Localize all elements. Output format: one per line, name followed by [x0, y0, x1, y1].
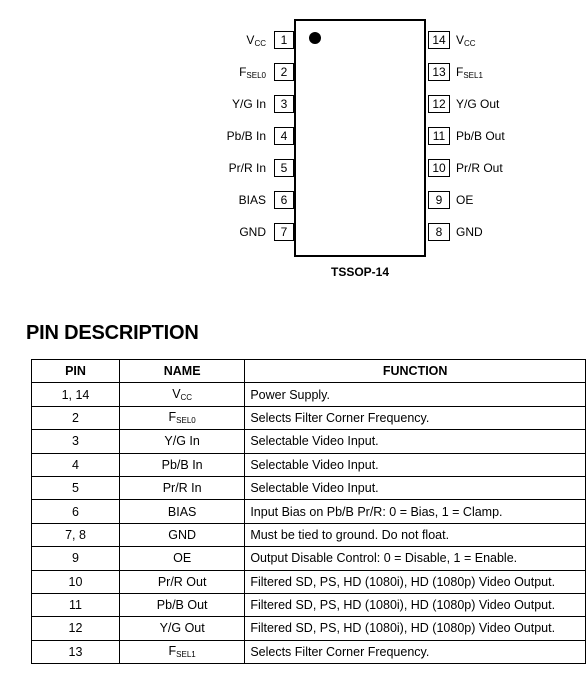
function-cell: Selectable Video Input.: [245, 430, 586, 453]
pin-name: [239, 225, 266, 239]
pin1-marker-dot: [309, 32, 321, 44]
pin-name-main: V: [172, 387, 181, 402]
pin-name-subscript: SEL0: [246, 71, 266, 80]
left-pin-label: [239, 191, 266, 209]
name-cell: [119, 617, 244, 640]
pin-cell: 2: [32, 406, 120, 429]
right-pin-label: [456, 95, 499, 113]
pin-name-main: F: [456, 65, 464, 79]
left-pin-label: [246, 31, 266, 53]
header-pin: PIN: [32, 360, 120, 383]
pin-name: [456, 97, 499, 111]
table-row: [32, 593, 586, 616]
pin-name: [168, 528, 196, 542]
pin-name: [158, 575, 207, 589]
pin-name-subscript: SEL1: [176, 650, 196, 660]
pin-name-main: GND: [239, 225, 266, 239]
pin-name: [169, 410, 196, 424]
function-cell: Filtered SD, PS, HD (1080i), HD (1080p) Video Output.: [245, 570, 586, 593]
function-cell: Output Disable Control: 0 = Disable, 1 = Enable.: [245, 547, 586, 570]
pin-name: [239, 193, 266, 207]
name-cell: [119, 453, 244, 476]
pin-name-main: Pb/B In: [226, 129, 266, 143]
pin-name: [164, 434, 199, 448]
pin-name: [239, 65, 266, 79]
pin-name: [246, 33, 266, 47]
pin-name: [456, 193, 473, 207]
pin-name: [456, 225, 483, 239]
pin-cell: 5: [32, 476, 120, 499]
left-pin-label: [232, 95, 266, 113]
right-pin-number: 12: [428, 95, 450, 113]
right-pin-label: [456, 223, 483, 241]
section-title: PIN DESCRIPTION: [26, 322, 199, 344]
pin-name-main: Y/G Out: [159, 621, 205, 636]
name-cell: [119, 430, 244, 453]
right-pin-label: [456, 159, 503, 177]
right-pin-label: [456, 191, 473, 209]
header-function: FUNCTION: [245, 360, 586, 383]
pin-name-subscript: SEL0: [176, 416, 196, 426]
function-cell: Power Supply.: [245, 383, 586, 406]
function-cell: Selectable Video Input.: [245, 476, 586, 499]
function-cell: Must be tied to ground. Do not float.: [245, 523, 586, 546]
pin-name-main: Y/G In: [231, 97, 266, 111]
right-pin-label: [456, 127, 505, 145]
pin-name-main: BIAS: [167, 504, 197, 519]
table-row: [32, 500, 586, 523]
pin-name-main: Y/G Out: [456, 97, 500, 111]
name-cell: [119, 383, 244, 406]
pin-name: [162, 458, 203, 472]
left-pin-label: [239, 223, 266, 241]
name-cell: [119, 640, 244, 663]
name-cell: [119, 547, 244, 570]
pin-name-main: V: [456, 33, 465, 47]
pin-name-main: F: [239, 65, 247, 79]
pin-name: [163, 481, 202, 495]
pin-cell: 13: [32, 640, 120, 663]
left-pin-number: 3: [274, 95, 294, 113]
pin-name: [173, 551, 191, 565]
name-cell: [119, 406, 244, 429]
table-row: [32, 547, 586, 570]
pin-name-main: Pb/B In: [161, 457, 203, 472]
table-row: [32, 430, 586, 453]
pin-name-main: Pb/B Out: [156, 598, 208, 613]
pin-name-main: F: [168, 644, 177, 659]
right-pin-label: [456, 31, 476, 53]
right-pin-label: [456, 63, 483, 85]
function-cell: Selects Filter Corner Frequency.: [245, 640, 586, 663]
pin-name: [456, 65, 483, 79]
pin-cell: 6: [32, 500, 120, 523]
pin-name-main: V: [246, 33, 255, 47]
pin-name: [169, 644, 196, 658]
table-row: [32, 640, 586, 663]
pin-cell: 3: [32, 430, 120, 453]
pin-name: [456, 161, 503, 175]
pin-cell: 7, 8: [32, 523, 120, 546]
name-cell: [119, 570, 244, 593]
pin-name-main: Pb/B Out: [456, 129, 505, 143]
header-name: NAME: [119, 360, 244, 383]
pin-cell: 11: [32, 593, 120, 616]
pin-name-main: Y/G In: [164, 434, 200, 449]
pin-name-subscript: CC: [464, 39, 476, 48]
left-pin-number: 7: [274, 223, 294, 241]
pin-name: [227, 129, 266, 143]
left-pin-number: 1: [274, 31, 294, 49]
name-cell: [119, 500, 244, 523]
name-cell: [119, 476, 244, 499]
left-pin-number: 2: [274, 63, 294, 81]
pin-cell: 4: [32, 453, 120, 476]
right-pin-number: 8: [428, 223, 450, 241]
left-pin-label: [239, 63, 266, 85]
pin-name-main: Pr/R Out: [456, 161, 503, 175]
ic-package-body: [294, 19, 426, 257]
function-cell: Selects Filter Corner Frequency.: [245, 406, 586, 429]
table-row: [32, 476, 586, 499]
function-cell: Filtered SD, PS, HD (1080i), HD (1080p) Video Output.: [245, 593, 586, 616]
pin-name-main: OE: [173, 551, 192, 566]
pin-name: [160, 621, 205, 635]
table-row: [32, 406, 586, 429]
pin-name-main: GND: [168, 527, 197, 542]
right-pin-number: 13: [428, 63, 450, 81]
name-cell: [119, 523, 244, 546]
pin-cell: 9: [32, 547, 120, 570]
pin-name-main: BIAS: [238, 193, 266, 207]
right-pin-number: 10: [428, 159, 450, 177]
pin-name: [157, 598, 208, 612]
pin-name-main: Pr/R Out: [157, 574, 207, 589]
table-row: [32, 383, 586, 406]
pin-name-main: F: [168, 410, 177, 425]
table-row: [32, 570, 586, 593]
left-pin-label: [229, 159, 266, 177]
table-row: [32, 453, 586, 476]
left-pin-number: 5: [274, 159, 294, 177]
pin-name-main: GND: [456, 225, 483, 239]
table-row: [32, 617, 586, 640]
right-pin-number: 11: [428, 127, 450, 145]
right-pin-number: 14: [428, 31, 450, 49]
pin-name-subscript: CC: [254, 39, 266, 48]
pin-name: [172, 387, 192, 401]
pin-name: [232, 97, 266, 111]
pin-description-table: [31, 359, 586, 664]
function-cell: Input Bias on Pb/B Pr/R: 0 = Bias, 1 = Clamp.: [245, 500, 586, 523]
table-header-row: [32, 360, 586, 383]
right-pin-number: 9: [428, 191, 450, 209]
left-pin-number: 6: [274, 191, 294, 209]
pin-name-subscript: CC: [180, 393, 193, 403]
package-label: TSSOP-14: [330, 265, 390, 279]
pin-name: [456, 129, 505, 143]
pin-name-main: OE: [456, 193, 474, 207]
pin-name: [168, 505, 197, 519]
pin-name-subscript: SEL1: [463, 71, 483, 80]
table-row: [32, 523, 586, 546]
pin-name: [456, 33, 476, 47]
pin-cell: 12: [32, 617, 120, 640]
function-cell: Selectable Video Input.: [245, 453, 586, 476]
function-cell: Filtered SD, PS, HD (1080i), HD (1080p) Video Output.: [245, 617, 586, 640]
pin-cell: 1, 14: [32, 383, 120, 406]
name-cell: [119, 593, 244, 616]
left-pin-number: 4: [274, 127, 294, 145]
pin-name-main: Pr/R In: [228, 161, 266, 175]
pin-name: [229, 161, 266, 175]
pin-cell: 10: [32, 570, 120, 593]
left-pin-label: [227, 127, 266, 145]
pin-name-main: Pr/R In: [162, 481, 202, 496]
